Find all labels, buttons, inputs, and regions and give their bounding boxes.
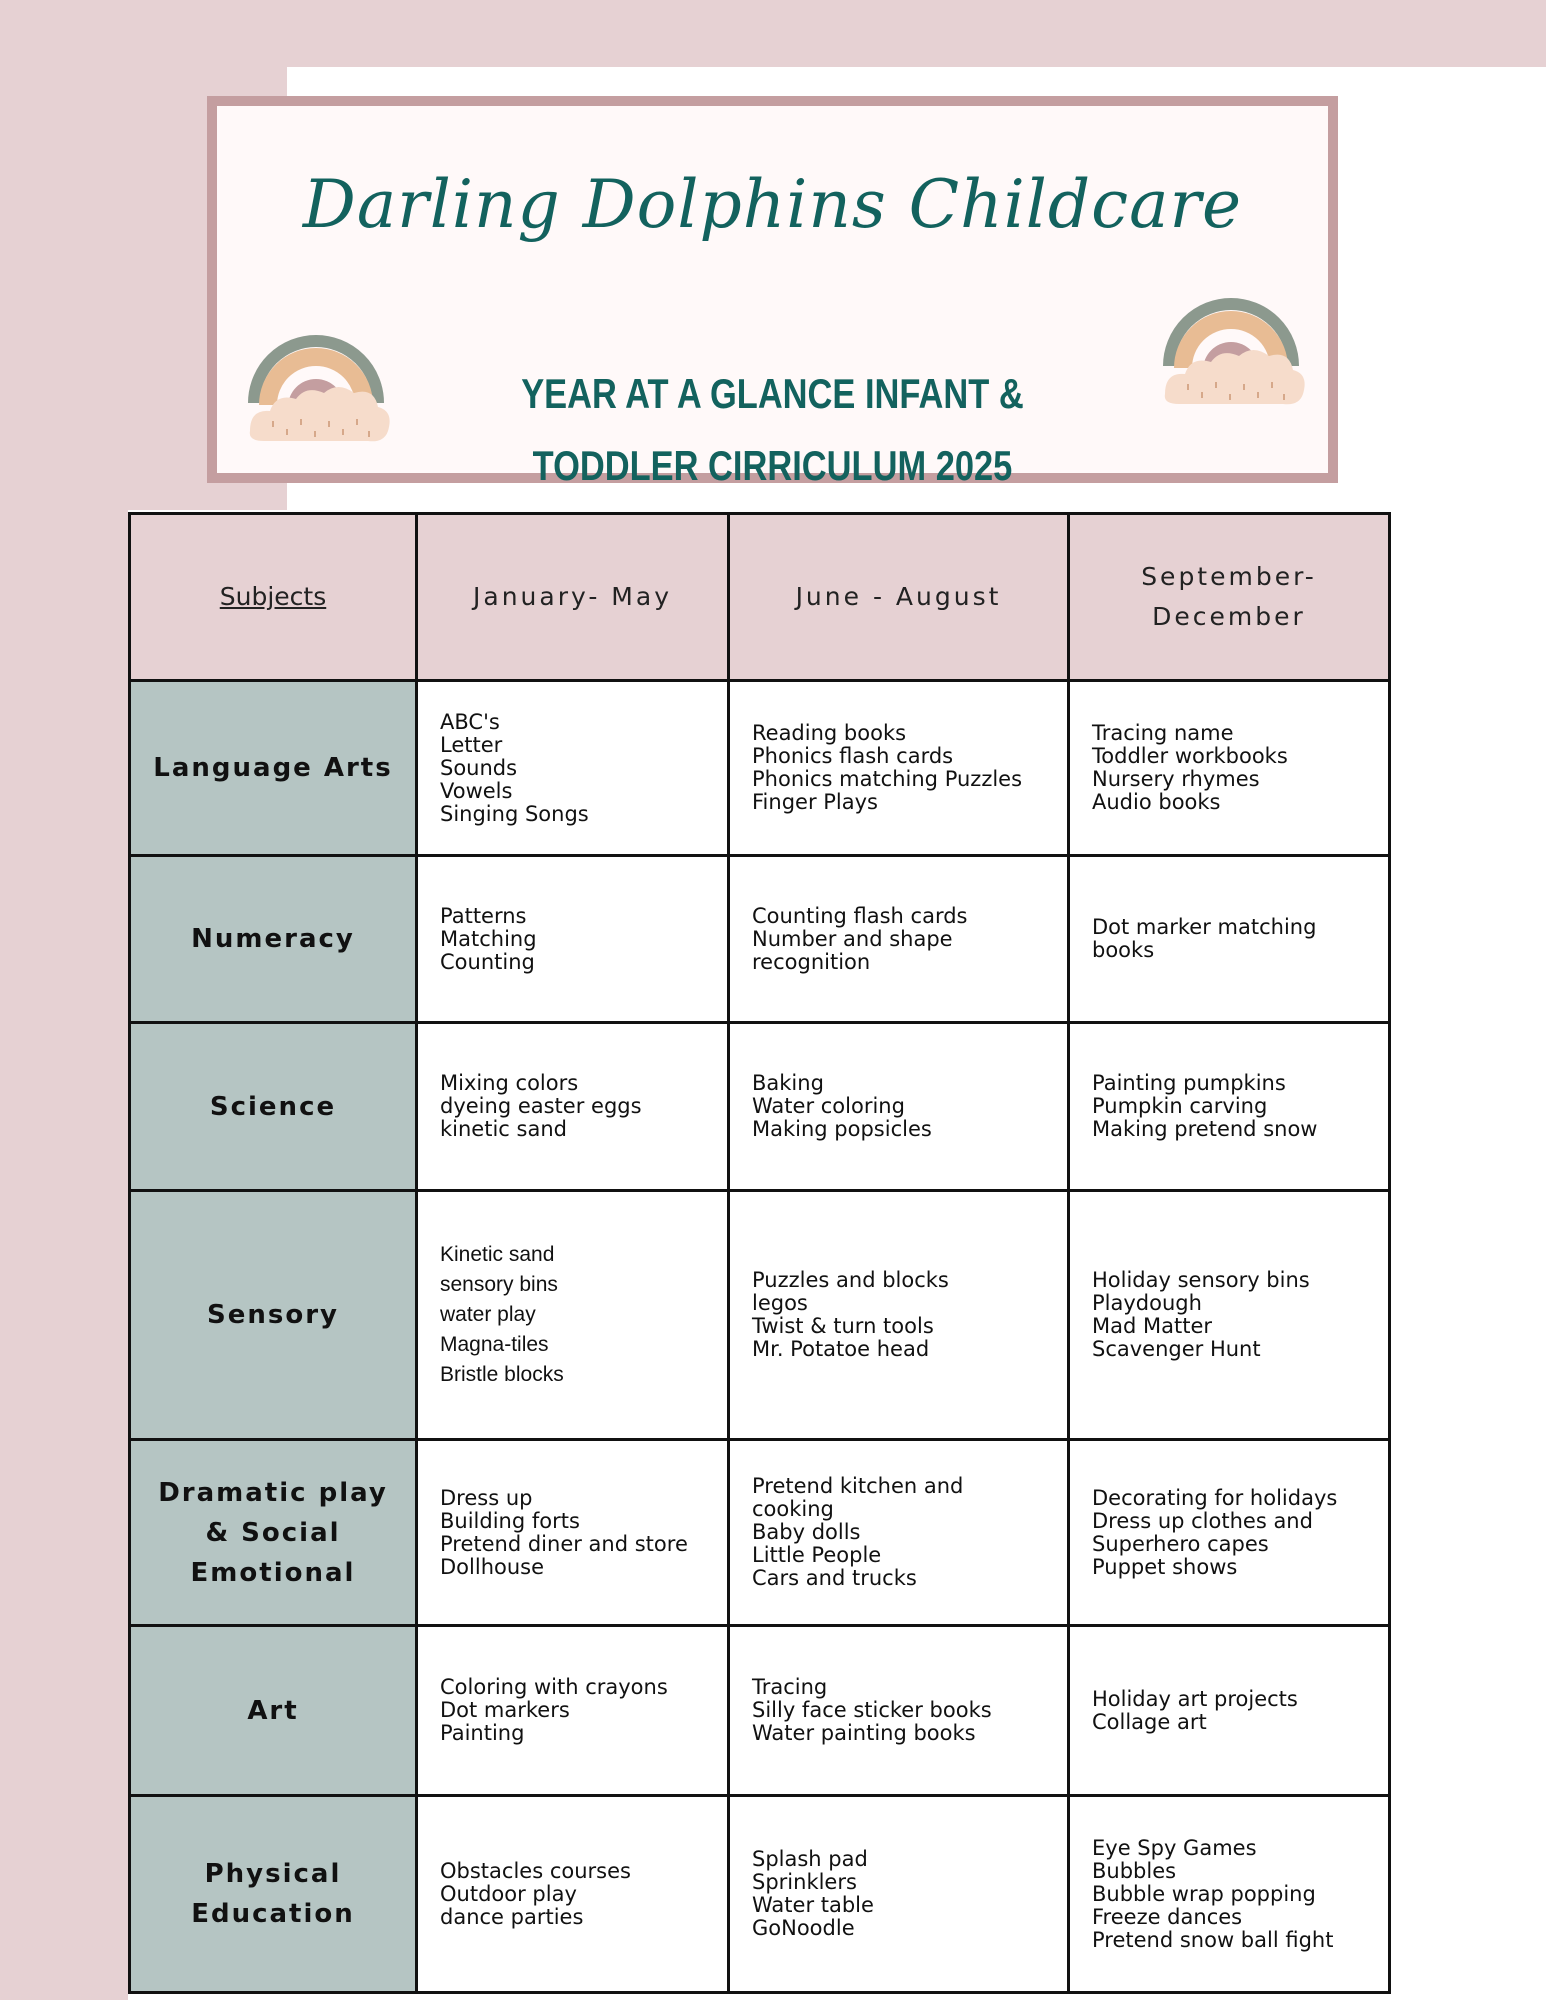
list-item: Dress up: [440, 1485, 533, 1510]
list-item: Sounds: [440, 755, 518, 780]
list-item: Decorating for holidays: [1092, 1485, 1338, 1510]
activity-list: [730, 1072, 1067, 1141]
list-item: Nursery rhymes: [1092, 767, 1260, 791]
activity-list: [1070, 1837, 1388, 1952]
table-header-row: [130, 514, 1390, 681]
activity-list: [1070, 1269, 1388, 1361]
list-item: cooking: [752, 1497, 834, 1521]
activity-list: [418, 1676, 727, 1745]
cell-jan-may: [417, 1796, 729, 1993]
list-item: Singing Songs: [440, 801, 589, 826]
activity-list: [1070, 722, 1388, 814]
table-row: [130, 1191, 1390, 1440]
list-item: Baking: [752, 1071, 824, 1095]
table-body: [130, 681, 1390, 1993]
cell-jan-may: [417, 856, 729, 1023]
list-item: Bubble wrap popping: [1092, 1881, 1316, 1906]
activity-list: [730, 905, 1067, 974]
cell-jan-may: [417, 681, 729, 856]
list-item: Twist & turn tools: [752, 1314, 934, 1338]
table-row: [130, 1023, 1390, 1191]
list-item: Puppet shows: [1092, 1554, 1238, 1579]
table-row: [130, 1796, 1390, 1993]
list-item: Painting: [440, 1721, 525, 1745]
list-item: Audio books: [1092, 790, 1221, 814]
cell-sep-dec: [1069, 681, 1390, 856]
cell-jun-aug: [729, 1626, 1069, 1796]
cell-sep-dec: [1069, 1191, 1390, 1440]
list-item: Reading books: [752, 721, 907, 745]
cell-jun-aug: [729, 1796, 1069, 1993]
list-item: books: [1092, 938, 1155, 962]
list-item: kinetic sand: [440, 1117, 567, 1141]
list-item: Mr. Potatoe head: [752, 1337, 930, 1361]
cell-jan-may: [417, 1626, 729, 1796]
list-item: Obstacles courses: [440, 1858, 631, 1883]
cell-sep-dec: [1069, 1796, 1390, 1993]
subject-label: Dramatic play & Social Emotional: [130, 1440, 417, 1626]
list-item: Making popsicles: [752, 1117, 932, 1141]
list-item: Letter: [440, 732, 503, 757]
cell-jan-may: [417, 1440, 729, 1626]
list-item: Pumpkin carving: [1092, 1094, 1268, 1118]
header-subjects: Subjects: [130, 514, 417, 681]
activity-list: [418, 1072, 727, 1141]
list-item: dance parties: [440, 1904, 584, 1929]
list-item: Painting pumpkins: [1092, 1071, 1286, 1095]
background-band-left-lower: [0, 510, 128, 2000]
activity-list: [730, 1475, 1067, 1590]
list-item: Dollhouse: [440, 1554, 545, 1579]
list-item: Water painting books: [752, 1721, 976, 1745]
table-row: [130, 1440, 1390, 1626]
curriculum-table: [128, 512, 1391, 1994]
header-jan-may: January- May: [417, 514, 729, 681]
cell-jan-may: [417, 1023, 729, 1191]
table-row: [130, 681, 1390, 856]
list-item: Water table: [752, 1893, 874, 1917]
list-item: Mad Matter: [1092, 1314, 1213, 1338]
activity-list: [418, 905, 727, 974]
activity-list: [418, 1487, 727, 1579]
activity-list: [418, 711, 727, 826]
cell-jun-aug: [729, 1440, 1069, 1626]
list-item: Eye Spy Games: [1092, 1835, 1257, 1860]
cell-jun-aug: [729, 681, 1069, 856]
list-item: recognition: [752, 949, 871, 974]
activity-list: [1070, 1688, 1388, 1734]
list-item: Phonics matching Puzzles: [752, 767, 1023, 791]
cell-sep-dec: [1069, 1626, 1390, 1796]
list-item: Little People: [752, 1543, 882, 1567]
list-item: Counting: [440, 949, 535, 974]
cell-sep-dec: [1069, 1023, 1390, 1191]
list-item: Phonics flash cards: [752, 744, 954, 768]
activity-list: [1070, 1487, 1388, 1579]
list-item: legos: [752, 1291, 808, 1315]
subject-label: Language Arts: [130, 681, 417, 856]
cell-jun-aug: [729, 1023, 1069, 1191]
subtitle-line-2: TODDLER CIRRICULUM 2025: [532, 442, 1013, 489]
table-row: [130, 1626, 1390, 1796]
list-item: Holiday sensory bins: [1092, 1268, 1310, 1292]
cell-sep-dec: [1069, 1440, 1390, 1626]
list-item: Kinetic sand: [440, 1243, 555, 1266]
list-item: Outdoor play: [440, 1881, 577, 1906]
list-item: dyeing easter eggs: [440, 1094, 642, 1118]
list-item: Dot marker matching: [1092, 915, 1317, 939]
subject-label: Art: [130, 1626, 417, 1796]
subject-label: Numeracy: [130, 856, 417, 1023]
cell-jun-aug: [729, 1191, 1069, 1440]
list-item: Pretend snow ball fight: [1092, 1927, 1334, 1952]
list-item: Holiday art projects: [1092, 1686, 1298, 1711]
list-item: Water coloring: [752, 1094, 905, 1118]
list-item: Dot markers: [440, 1698, 570, 1722]
list-item: Cars and trucks: [752, 1566, 917, 1590]
list-item: ABC's: [440, 709, 500, 734]
cell-jan-may: [417, 1191, 729, 1440]
header-jun-aug: June - August: [729, 514, 1069, 681]
list-item: Tracing name: [1092, 721, 1234, 745]
list-item: Baby dolls: [752, 1520, 861, 1544]
activity-list: [418, 1860, 727, 1929]
subject-label: Physical Education: [130, 1796, 417, 1993]
list-item: Magna-tiles: [440, 1333, 549, 1356]
list-item: Finger Plays: [752, 790, 878, 814]
list-item: Silly face sticker books: [752, 1698, 992, 1722]
list-item: Patterns: [440, 903, 527, 928]
activity-list: [1070, 1072, 1388, 1141]
list-item: Counting flash cards: [752, 903, 968, 928]
cell-jun-aug: [729, 856, 1069, 1023]
list-item: Splash pad: [752, 1847, 868, 1871]
list-item: Number and shape: [752, 926, 953, 951]
list-item: Building forts: [440, 1508, 580, 1533]
list-item: Coloring with crayons: [440, 1675, 668, 1699]
activity-list: [1070, 916, 1388, 962]
page-subtitle: [317, 358, 1228, 502]
list-item: Scavenger Hunt: [1092, 1337, 1261, 1361]
activity-list: [730, 722, 1067, 814]
list-item: Superhero capes: [1092, 1531, 1269, 1556]
list-item: Matching: [440, 926, 537, 951]
list-item: GoNoodle: [752, 1916, 855, 1940]
list-item: Making pretend snow: [1092, 1117, 1318, 1141]
subtitle-line-1: YEAR AT A GLANCE INFANT &: [521, 370, 1024, 417]
subject-label: Sensory: [130, 1191, 417, 1440]
list-item: Pretend diner and store: [440, 1531, 688, 1556]
activity-list: [730, 1269, 1067, 1361]
list-item: Freeze dances: [1092, 1904, 1243, 1929]
list-item: water play: [440, 1303, 536, 1326]
list-item: Toddler workbooks: [1092, 744, 1288, 768]
list-item: Pretend kitchen and: [752, 1474, 964, 1498]
page-title: Darling Dolphins Childcare: [302, 166, 1243, 243]
list-item: Mixing colors: [440, 1071, 579, 1095]
activity-list: [730, 1848, 1067, 1940]
title-banner: [207, 96, 1338, 489]
activity-list: [418, 1240, 727, 1390]
list-item: Bubbles: [1092, 1858, 1177, 1883]
list-item: Vowels: [440, 778, 513, 803]
list-item: Tracing: [752, 1675, 828, 1699]
list-item: Collage art: [1092, 1709, 1207, 1734]
header-sep-dec: September- December: [1069, 514, 1390, 681]
subject-label: Science: [130, 1023, 417, 1191]
list-item: Sprinklers: [752, 1870, 857, 1894]
list-item: sensory bins: [440, 1273, 558, 1296]
list-item: Bristle blocks: [440, 1363, 564, 1386]
table-row: [130, 856, 1390, 1023]
list-item: Puzzles and blocks: [752, 1268, 949, 1292]
list-item: Dress up clothes and: [1092, 1508, 1313, 1533]
list-item: Playdough: [1092, 1291, 1202, 1315]
activity-list: [730, 1676, 1067, 1745]
cell-sep-dec: [1069, 856, 1390, 1023]
